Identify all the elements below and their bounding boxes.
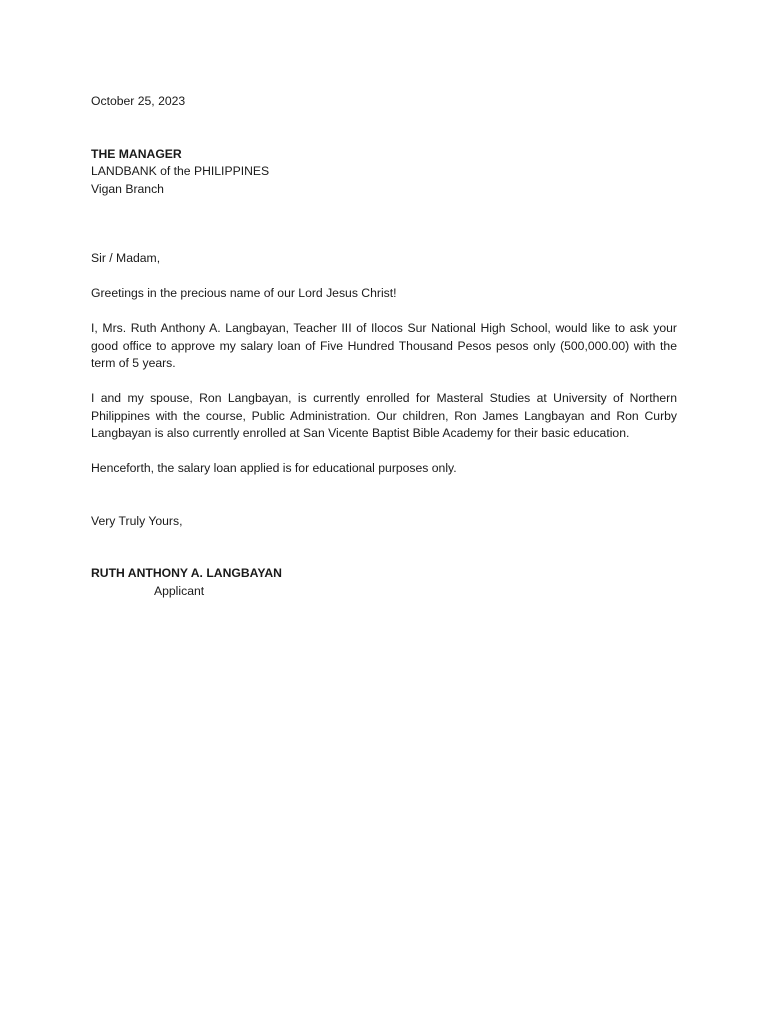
signatory-role: Applicant <box>154 583 205 598</box>
salutation: Sir / Madam, <box>91 251 161 265</box>
paragraph-enrollment: I and my spouse, Ron Langbayan, is currently enrolled for Masteral Studies at University of Northern Philippines with the course, Public Administration. Our children, Ron James Langbayan and Ron Curby Langbayan is also currently enrolled at San Vicente Baptist Bible Academy for their basic education. <box>91 391 677 440</box>
letter-date: October 25, 2023 <box>91 94 186 108</box>
greeting: Greetings in the precious name of our Lord Jesus Christ! <box>91 286 397 300</box>
letter-body <box>91 93 677 600</box>
paragraph-purpose: Henceforth, the salary loan applied is for educational purposes only. <box>91 461 457 475</box>
recipient-branch: Vigan Branch <box>91 181 164 196</box>
paragraph-loan-request: I, Mrs. Ruth Anthony A. Langbayan, Teacher III of Ilocos Sur National High School, would like to ask your good office to approve my salary loan of Five Hundred Thousand Pesos pesos only (500,000.00) with the term of 5 years. <box>91 321 677 370</box>
recipient-block <box>91 146 677 199</box>
closing: Very Truly Yours, <box>91 513 183 528</box>
signature-block <box>91 565 677 600</box>
recipient-title: THE MANAGER <box>91 146 182 161</box>
recipient-organization: LANDBANK of the PHILIPPINES <box>91 164 270 178</box>
signatory-name: RUTH ANTHONY A. LANGBAYAN <box>91 566 282 580</box>
